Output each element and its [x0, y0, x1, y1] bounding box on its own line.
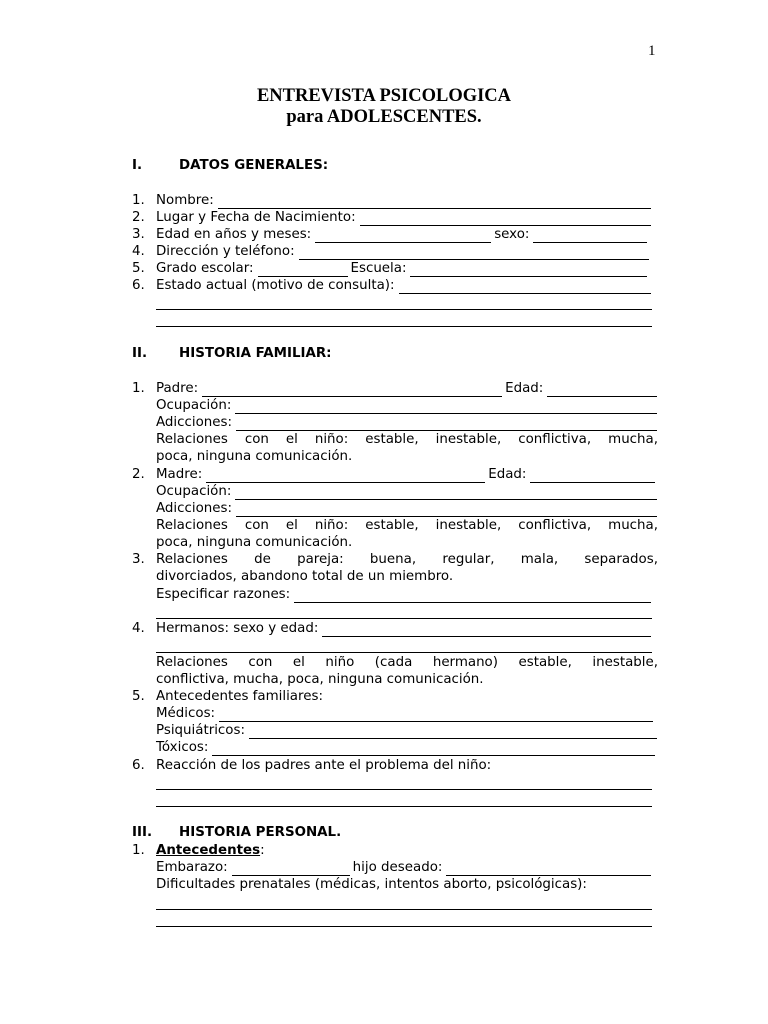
- antecedentes-heading: [132, 843, 265, 859]
- blank-line[interactable]: [322, 623, 651, 637]
- blank-line[interactable]: [236, 503, 657, 517]
- hermanos-relaciones-text-cont: conflictiva, mucha, poca, ninguna comunicación.: [156, 672, 484, 687]
- reaccion-padres-label: [132, 758, 492, 774]
- field-madre[interactable]: [132, 467, 658, 483]
- field-label: Edad:: [505, 381, 544, 396]
- field-label: Psiquiátricos:: [156, 723, 245, 738]
- field-label: Adicciones:: [156, 415, 232, 430]
- blank-line[interactable]: [156, 618, 652, 619]
- blank-line[interactable]: [299, 246, 649, 260]
- blank-line[interactable]: [249, 725, 657, 739]
- blank-line[interactable]: [315, 229, 491, 243]
- field-edad-sexo[interactable]: [132, 227, 650, 243]
- field-label: sexo:: [494, 227, 530, 242]
- field-padre-adicciones[interactable]: [156, 415, 660, 431]
- pareja-relaciones-text: [132, 552, 658, 568]
- blank-line[interactable]: [218, 195, 651, 209]
- field-label: Hermanos: sexo y edad:: [156, 621, 319, 636]
- blank-line[interactable]: [258, 263, 348, 277]
- blank-line[interactable]: [156, 789, 652, 790]
- antecedentes-familiares-label: [132, 689, 323, 705]
- field-psiquiatricos[interactable]: [156, 723, 660, 739]
- blank-line[interactable]: [547, 383, 657, 397]
- field-label: Reacción de los padres ante el problema del niño:: [156, 758, 492, 773]
- field-label: Madre:: [156, 467, 203, 482]
- field-label: Dirección y teléfono:: [156, 244, 295, 259]
- blank-line[interactable]: [202, 383, 502, 397]
- item-number: 4.: [132, 244, 145, 259]
- section-number: II.: [132, 346, 148, 361]
- item-number: 2.: [132, 210, 145, 225]
- field-label: Padre:: [156, 381, 199, 396]
- field-label: hijo deseado:: [352, 860, 443, 875]
- blank-line[interactable]: [156, 326, 652, 327]
- blank-line[interactable]: [236, 417, 657, 431]
- field-medicos[interactable]: [156, 706, 656, 722]
- field-lugar-fecha[interactable]: [132, 210, 654, 226]
- blank-line[interactable]: [399, 280, 651, 294]
- padre-relaciones-text-cont: poca, ninguna comunicación.: [156, 449, 353, 464]
- field-label: Tóxicos:: [156, 740, 209, 755]
- blank-line[interactable]: [156, 652, 652, 653]
- section-title: HISTORIA FAMILIAR:: [179, 346, 332, 361]
- field-direccion[interactable]: [132, 244, 652, 260]
- pareja-relaciones-text-cont: divorciados, abandono total de un miembro.: [156, 569, 454, 584]
- field-label: Nombre:: [156, 193, 214, 208]
- blank-line[interactable]: [206, 469, 485, 483]
- field-label: Ocupación:: [156, 398, 232, 413]
- document-subtitle: para ADOLESCENTES.: [286, 107, 482, 127]
- section-number: III.: [132, 825, 153, 840]
- field-hermanos[interactable]: [132, 621, 654, 637]
- item-number: 6.: [132, 278, 145, 293]
- field-label: Especificar razones:: [156, 587, 291, 602]
- field-nombre[interactable]: [132, 193, 654, 209]
- item-number: 3.: [132, 552, 145, 567]
- blank-line[interactable]: [446, 862, 651, 876]
- blank-line[interactable]: [235, 486, 657, 500]
- item-number: 1.: [132, 381, 145, 396]
- field-padre-ocupacion[interactable]: [156, 398, 660, 414]
- field-label: Lugar y Fecha de Nacimiento:: [156, 210, 356, 225]
- field-label: Edad:: [488, 467, 527, 482]
- blank-line[interactable]: [294, 589, 651, 603]
- dificultades-prenatales-label: Dificultades prenatales (médicas, intentos aborto, psicológicas):: [156, 877, 587, 892]
- blank-line[interactable]: [156, 909, 652, 910]
- field-label: Escuela:: [350, 261, 407, 276]
- field-label: Edad en años y meses:: [156, 227, 312, 242]
- field-madre-ocupacion[interactable]: [156, 484, 660, 500]
- field-embarazo[interactable]: [156, 860, 654, 876]
- item-number: 1.: [132, 193, 145, 208]
- item-number: 2.: [132, 467, 145, 482]
- item-number: 4.: [132, 621, 145, 636]
- field-label: Embarazo:: [156, 860, 228, 875]
- field-toxicos[interactable]: [156, 740, 658, 756]
- field-label: Antecedentes familiares:: [156, 689, 323, 704]
- page-number: 1: [648, 43, 656, 59]
- field-grado-escuela[interactable]: [132, 261, 650, 277]
- blank-line[interactable]: [156, 806, 652, 807]
- blank-line[interactable]: [533, 229, 647, 243]
- blank-line[interactable]: [219, 708, 653, 722]
- item-number: 6.: [132, 758, 145, 773]
- blank-line[interactable]: [156, 926, 652, 927]
- section-title: HISTORIA PERSONAL.: [179, 825, 342, 840]
- pareja-text: Relaciones de pareja: buena, regular, mala, separados,: [156, 552, 658, 567]
- field-label: Grado escolar:: [156, 261, 254, 276]
- document-title: ENTREVISTA PSICOLOGICA: [256, 86, 512, 106]
- field-label: Ocupación:: [156, 484, 232, 499]
- blank-line[interactable]: [212, 742, 655, 756]
- colon: :: [260, 843, 265, 858]
- field-label: Estado actual (motivo de consulta):: [156, 278, 395, 293]
- item-number: 3.: [132, 227, 145, 242]
- item-number: 1.: [132, 843, 145, 858]
- field-especificar-razones[interactable]: [156, 587, 654, 603]
- subsection-title: Antecedentes: [156, 843, 261, 858]
- padre-relaciones-text: Relaciones con el niño: estable, inestable, conflictiva, mucha,: [156, 432, 658, 447]
- blank-line[interactable]: [530, 469, 655, 483]
- blank-line[interactable]: [156, 309, 652, 310]
- field-label: Médicos:: [156, 706, 216, 721]
- madre-relaciones-text-cont: poca, ninguna comunicación.: [156, 535, 353, 550]
- field-estado-actual[interactable]: [132, 278, 654, 294]
- item-number: 5.: [132, 261, 145, 276]
- hermanos-relaciones-text: Relaciones con el niño (cada hermano) estable, inestable,: [156, 655, 658, 670]
- blank-line[interactable]: [410, 263, 647, 277]
- field-madre-adicciones[interactable]: [156, 501, 660, 517]
- blank-line[interactable]: [232, 862, 350, 876]
- field-label: Adicciones:: [156, 501, 232, 516]
- section-title: DATOS GENERALES:: [179, 158, 329, 173]
- madre-relaciones-text: Relaciones con el niño: estable, inestable, conflictiva, mucha,: [156, 518, 658, 533]
- section-number: I.: [132, 158, 143, 173]
- blank-line[interactable]: [235, 400, 657, 414]
- item-number: 5.: [132, 689, 145, 704]
- blank-line[interactable]: [360, 212, 651, 226]
- field-padre[interactable]: [132, 381, 660, 397]
